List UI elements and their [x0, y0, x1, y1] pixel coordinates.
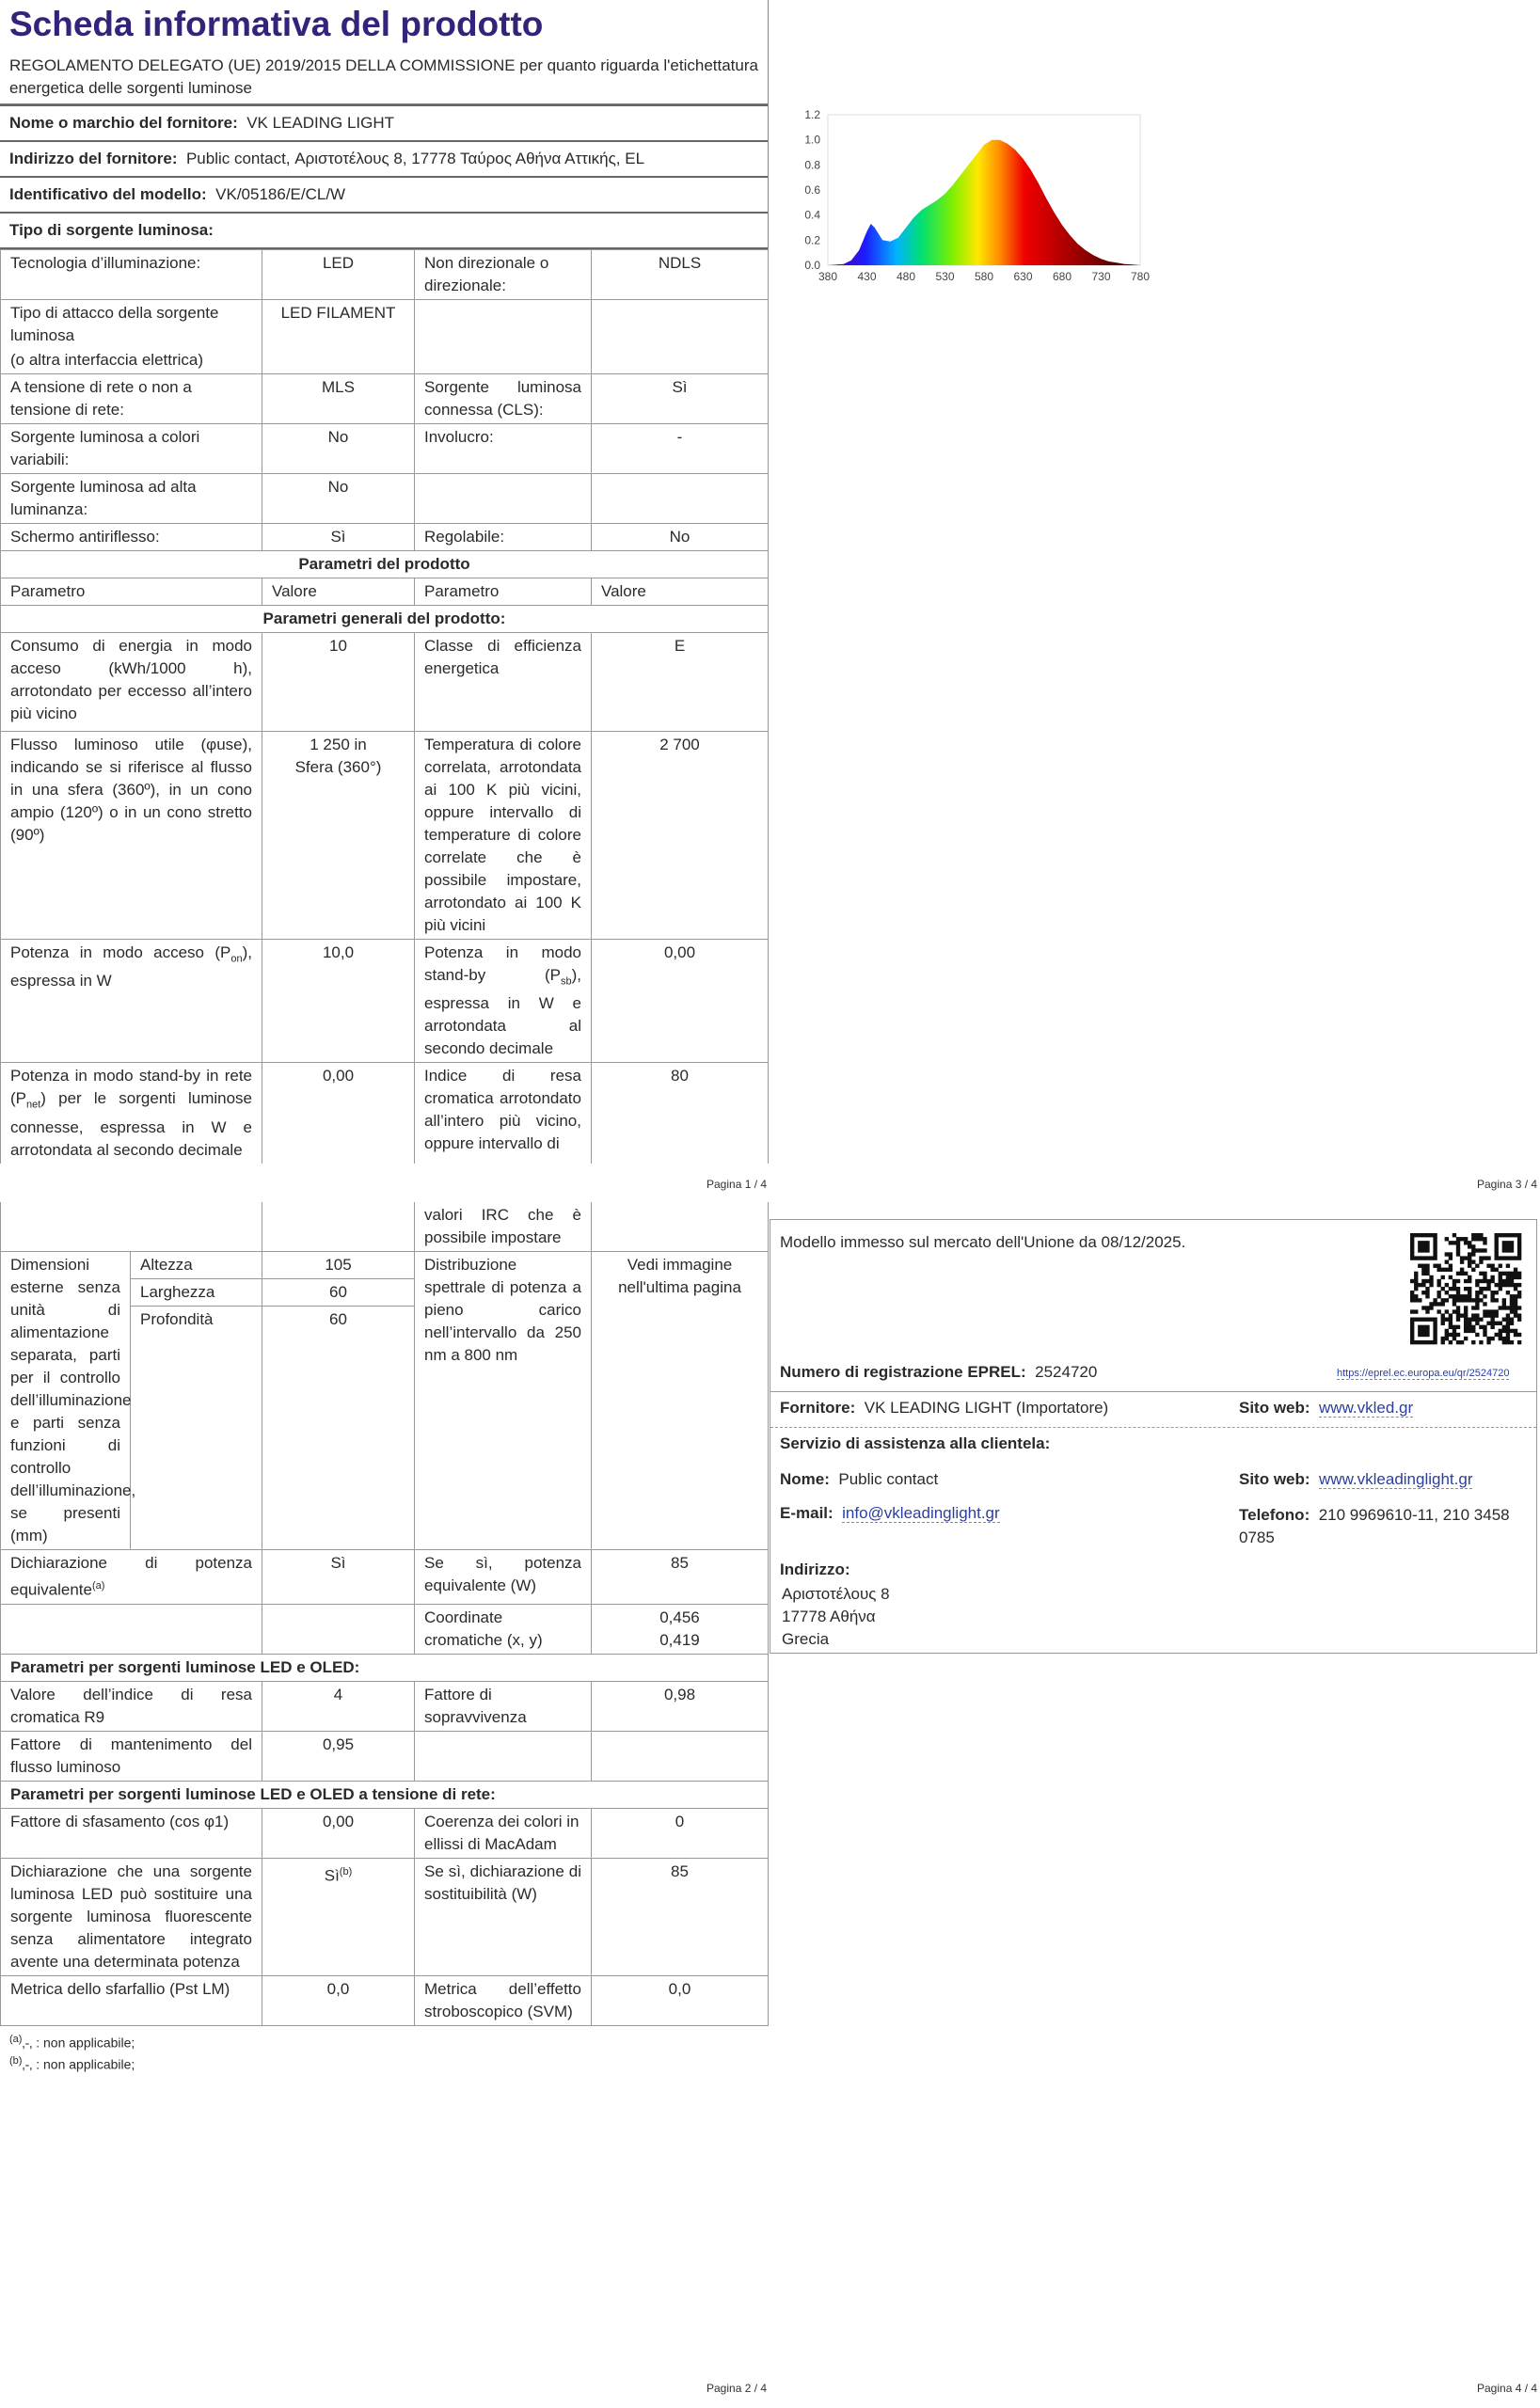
col-param: Parametro — [415, 578, 592, 606]
equiv-value: Sì — [262, 1550, 415, 1605]
y-tick-label: 1.0 — [804, 133, 820, 147]
x-tick-label: 580 — [974, 270, 994, 283]
cap-value: LED FILAMENT — [262, 300, 415, 374]
source-type-table — [0, 249, 769, 1164]
colour-label: Sorgente luminosa a colori variabili: — [1, 424, 262, 474]
empty-cell — [1, 1202, 262, 1252]
glare-value: Sì — [262, 524, 415, 551]
email-label: E-mail: — [780, 1504, 834, 1522]
contact-name-label: Nome: — [780, 1470, 830, 1488]
divider — [770, 1427, 1536, 1428]
col-value: Valore — [262, 578, 415, 606]
table-row — [1, 1808, 769, 1858]
tech-label: Tecnologia d’illuminazione: — [1, 250, 262, 300]
y-tick-label: 0.2 — [804, 233, 820, 247]
phone-label: Telefono: — [1239, 1506, 1310, 1524]
high-luminance-label: Sorgente luminosa ad alta luminanza: — [1, 474, 262, 524]
website-link[interactable]: www.vkled.gr — [1319, 1399, 1414, 1417]
table-row — [1, 374, 769, 424]
flicker-label: Metrica dello sfarfallio (Pst LM) — [1, 1975, 262, 2025]
table-row — [1, 732, 769, 940]
width-value: 60 — [262, 1279, 415, 1307]
page-number-2: Pagina 2 / 4 — [706, 2382, 768, 2395]
eprel-number: 2524720 — [1035, 1363, 1098, 1381]
macadam-value: 0 — [592, 1808, 769, 1858]
supplier-row — [780, 1399, 1108, 1418]
table-row — [1, 1781, 769, 1808]
r9-label: Valore dell’indice di resa cromatica R9 — [1, 1681, 262, 1731]
led-header: Parametri per sorgenti luminose LED e OLED: — [1, 1654, 769, 1681]
class-label: Classe di efficienza energetica — [415, 633, 592, 732]
displacement-label: Fattore di sfasamento (cos φ1) — [1, 1808, 262, 1858]
service-label: Servizio di assistenza alla clientela: — [780, 1434, 1051, 1452]
survival-label: Fattore di sopravvivenza — [415, 1681, 592, 1731]
params-table-continued — [0, 1202, 769, 2026]
contact-name-row — [780, 1470, 938, 1489]
x-tick-label: 680 — [1052, 270, 1072, 283]
psb-label-a: Potenza in modo stand-by (P — [424, 943, 581, 984]
x-tick-label: 380 — [818, 270, 838, 283]
page-number-4: Pagina 4 / 4 — [1477, 2382, 1538, 2395]
replace-w-label: Se sì, dichiarazione di sostituibilità (W) — [415, 1858, 592, 1975]
x-tick-label: 630 — [1013, 270, 1033, 283]
source-type-row — [0, 212, 768, 249]
cap-label-line2: (o altra interfaccia elettrica) — [10, 351, 204, 369]
mains-value: MLS — [262, 374, 415, 424]
maintenance-label: Fattore di mantenimento del flusso luminoso — [1, 1731, 262, 1781]
address-label: Indirizzo: — [780, 1560, 850, 1578]
psb-value: 0,00 — [592, 940, 769, 1063]
envelope-label: Involucro: — [415, 424, 592, 474]
chroma-y: 0,419 — [659, 1630, 700, 1649]
flux-value: 1 250 in Sfera (360°) — [262, 732, 415, 940]
table-row — [1, 424, 769, 474]
flux-label: Flusso luminoso utile (φuse), indicando se si riferisce al flusso in una sfera (360º), in un cono ampio (120º) o in un cono stretto (90º) — [1, 732, 262, 940]
empty-cell — [415, 474, 592, 524]
replace-sup: (b) — [339, 1865, 353, 1877]
pon-label — [1, 940, 262, 1063]
pnet-label-b: ) per le sorgenti luminose connesse, espressa in W e arrotondata al secondo decimale — [10, 1089, 252, 1159]
website-label: Sito web: — [1239, 1399, 1310, 1417]
cct-value: 2 700 — [592, 732, 769, 940]
empty-cell — [592, 300, 769, 374]
x-tick-label: 530 — [935, 270, 955, 283]
psb-label — [415, 940, 592, 1063]
table-row — [1, 300, 769, 374]
table-row — [1, 1975, 769, 2025]
address-line: 17778 Αθήνα — [782, 1608, 876, 1625]
psb-sub: sb — [560, 975, 572, 988]
ndls-value: NDLS — [592, 250, 769, 300]
eprel-link[interactable]: https://eprel.ec.europa.eu/qr/2524720 — [1337, 1368, 1510, 1379]
supplier-name-value: VK LEADING LIGHT — [246, 114, 395, 132]
class-value: E — [592, 633, 769, 732]
website-row — [1239, 1399, 1413, 1418]
dimmable-value: No — [592, 524, 769, 551]
supplier-address-value: Public contact, Αριστοτέλους 8, 17778 Ταύρος Αθήνα Αττικής, EL — [185, 150, 645, 167]
mains-label: A tensione di rete o non a tensione di rete: — [1, 374, 262, 424]
cct-label: Temperatura di colore correlata, arrotondata ai 100 K più vicini, oppure intervallo di temperature di colore correlate che è possibile impostare, arrotondato ai 100 K più vicini — [415, 732, 592, 940]
footnote-a-mark: (a) — [9, 2033, 23, 2045]
equiv-label — [1, 1550, 262, 1605]
col-param: Parametro — [1, 578, 262, 606]
website2-label: Sito web: — [1239, 1470, 1310, 1488]
height-value: 105 — [262, 1252, 415, 1279]
envelope-value: - — [592, 424, 769, 474]
regulation-text: REGOLAMENTO DELEGATO (UE) 2019/2015 DELLA COMMISSIONE per quanto riguarda l'etichettatura energetica delle sorgenti luminose — [0, 47, 768, 104]
page-2 — [0, 1202, 768, 2074]
supplier-address-label: Indirizzo del fornitore: — [9, 150, 178, 167]
table-row — [1, 1858, 769, 1975]
model-label: Identificativo del modello: — [9, 185, 207, 203]
page-number-3: Pagina 3 / 4 — [1477, 1178, 1538, 1191]
table-row — [1, 633, 769, 732]
divider — [770, 1391, 1536, 1392]
table-row — [1, 606, 769, 633]
empty-cell — [415, 300, 592, 374]
table-row — [1, 524, 769, 551]
energy-value: 10 — [262, 633, 415, 732]
footnote-b-mark: (b) — [9, 2055, 23, 2067]
y-tick-label: 0.0 — [804, 259, 820, 272]
glare-label: Schermo antiriflesso: — [1, 524, 262, 551]
source-type-label: Tipo di sorgente luminosa: — [9, 221, 214, 239]
model-row — [0, 176, 768, 212]
table-row — [1, 1063, 769, 1164]
table-row — [1, 1202, 769, 1252]
cap-label — [1, 300, 262, 374]
supplier-value: VK LEADING LIGHT (Importatore) — [864, 1399, 1109, 1417]
phone-value: 210 9969610-11, 210 3458 0785 — [1239, 1506, 1510, 1546]
maintenance-value: 0,95 — [262, 1731, 415, 1781]
macadam-label: Coerenza dei colori in ellissi di MacAdam — [415, 1808, 592, 1858]
address-line: Grecia — [782, 1630, 830, 1648]
y-tick-label: 1.2 — [804, 108, 820, 121]
address-block — [782, 1583, 890, 1651]
chroma-label: Coordinate cromatiche (x, y) — [415, 1604, 592, 1654]
equiv-label-text: Dichiarazione di potenza equivalente — [10, 1554, 252, 1599]
equiv-sup: (a) — [91, 1580, 105, 1592]
params-header: Parametri del prodotto — [1, 551, 769, 578]
empty-cell — [262, 1202, 415, 1252]
contact-name-value: Public contact — [838, 1470, 939, 1488]
cls-value: Sì — [592, 374, 769, 424]
dimmable-label: Regolabile: — [415, 524, 592, 551]
model-value: VK/05186/E/CL/W — [215, 185, 346, 203]
table-row — [1, 1252, 769, 1279]
eprel-label: Numero di registrazione EPREL: — [780, 1363, 1026, 1381]
pon-label-a: Potenza in modo acceso (P — [10, 943, 231, 961]
pnet-label-a: Potenza in modo stand-by in rete (P — [10, 1067, 252, 1108]
pnet-value: 0,00 — [262, 1063, 415, 1164]
footnote-a — [0, 2030, 768, 2052]
general-header: Parametri generali del prodotto: — [1, 606, 769, 633]
empty-cell — [592, 1731, 769, 1781]
pnet-sub: net — [26, 1099, 41, 1111]
table-row — [1, 1604, 769, 1654]
dims-label: Dimensioni esterne senza unità di alimentazione separata, parti per il controllo dell’illuminazione e parti senza funzioni di controllo dell’illuminazione, se presenti (mm) — [1, 1252, 131, 1550]
empty-cell — [592, 1202, 769, 1252]
strobo-value: 0,0 — [592, 1975, 769, 2025]
empty-cell — [1, 1604, 262, 1654]
table-row — [1, 1731, 769, 1781]
cri-label-cont: valori IRC che è possibile impostare — [415, 1202, 592, 1252]
cri-value: 80 — [592, 1063, 769, 1164]
chroma-value — [592, 1604, 769, 1654]
eprel-info-box — [770, 1219, 1537, 1654]
qr-code-icon[interactable] — [1410, 1233, 1521, 1344]
mains-header: Parametri per sorgenti luminose LED e OLED a tensione di rete: — [1, 1781, 769, 1808]
supplier-name-label: Nome o marchio del fornitore: — [9, 114, 238, 132]
spectrum-chart — [771, 103, 1151, 292]
table-row — [1, 940, 769, 1063]
survival-value: 0,98 — [592, 1681, 769, 1731]
high-luminance-value: No — [262, 474, 415, 524]
y-tick-label: 0.4 — [804, 208, 820, 222]
website2-row — [1239, 1470, 1472, 1489]
spectrum-area — [828, 140, 1140, 265]
table-row — [1, 250, 769, 300]
tech-value: LED — [262, 250, 415, 300]
table-row — [1, 1681, 769, 1731]
cri-label: Indice di resa cromatica arrotondato all’intero più vicino, oppure intervallo di — [415, 1063, 592, 1164]
strobo-label: Metrica dell’effetto stroboscopico (SVM) — [415, 1975, 592, 2025]
height-label: Altezza — [131, 1252, 262, 1279]
spd-label: Distribuzione spettrale di potenza a pieno carico nell’intervallo da 250 nm a 800 nm — [415, 1252, 592, 1550]
empty-cell — [592, 474, 769, 524]
table-row — [1, 474, 769, 524]
page-title: Scheda informativa del prodotto — [9, 5, 544, 43]
empty-cell — [415, 1731, 592, 1781]
footnote-b-text: ‚-‚ : non applicabile; — [22, 2056, 135, 2072]
email-link[interactable]: info@vkleadinglight.gr — [842, 1504, 1000, 1522]
table-row — [1, 551, 769, 578]
replace-label: Dichiarazione che una sorgente luminosa LED può sostituire una sorgente luminosa fluorescente senza alimentatore integrato avente una determinata potenza — [1, 1858, 262, 1975]
table-row — [1, 1550, 769, 1605]
supplier-label: Fornitore: — [780, 1399, 856, 1417]
width-label: Larghezza — [131, 1279, 262, 1307]
page-number-1: Pagina 1 / 4 — [706, 1178, 768, 1191]
website2-link[interactable]: www.vkleadinglight.gr — [1319, 1470, 1473, 1488]
pnet-label — [1, 1063, 262, 1164]
email-row — [780, 1504, 1000, 1523]
depth-label: Profondità — [131, 1307, 262, 1550]
cls-label: Sorgente luminosa connessa (CLS): — [415, 374, 592, 424]
phone-row — [1239, 1504, 1531, 1549]
replace-value — [262, 1858, 415, 1975]
replace-w-value: 85 — [592, 1858, 769, 1975]
x-tick-label: 780 — [1130, 270, 1151, 283]
cap-label-line1: Tipo di attacco della sorgente luminosa — [10, 304, 219, 344]
r9-value: 4 — [262, 1681, 415, 1731]
y-tick-label: 0.8 — [804, 158, 820, 172]
x-tick-label: 430 — [857, 270, 877, 283]
market-date: Modello immesso sul mercato dell'Unione da 08/12/2025. — [780, 1233, 1186, 1251]
eprel-row — [780, 1363, 1097, 1382]
pon-label-b: ), espressa in W — [10, 943, 252, 990]
equiv-w-label: Se sì, potenza equivalente (W) — [415, 1550, 592, 1605]
col-value: Valore — [592, 578, 769, 606]
table-row — [1, 578, 769, 606]
table-row — [1, 1654, 769, 1681]
flicker-value: 0,0 — [262, 1975, 415, 2025]
chroma-x: 0,456 — [659, 1608, 700, 1626]
displacement-value: 0,00 — [262, 1808, 415, 1858]
y-tick-label: 0.6 — [804, 183, 820, 197]
x-tick-label: 730 — [1091, 270, 1111, 283]
depth-value: 60 — [262, 1307, 415, 1550]
energy-label: Consumo di energia in modo acceso (kWh/1000 h), arrotondato per eccesso all’intero più vicino — [1, 633, 262, 732]
psb-label-b: ), espressa in W e arrotondata al secondo decimale — [424, 966, 581, 1058]
pon-value: 10,0 — [262, 940, 415, 1063]
colour-value: No — [262, 424, 415, 474]
empty-cell — [262, 1604, 415, 1654]
ndls-label: Non direzionale o direzionale: — [415, 250, 592, 300]
page-1 — [0, 0, 769, 1159]
footnote-b — [0, 2052, 768, 2074]
supplier-name-row — [0, 104, 768, 140]
supplier-address-row — [0, 140, 768, 176]
pon-sub: on — [230, 953, 243, 965]
x-tick-label: 480 — [896, 270, 916, 283]
replace-value-text: Sì — [324, 1866, 340, 1885]
spd-value: Vedi immagine nell'ultima pagina — [592, 1252, 769, 1550]
footnote-a-text: ‚-‚ : non applicabile; — [22, 2035, 135, 2051]
address-line: Αριστοτέλους 8 — [782, 1585, 890, 1603]
equiv-w-value: 85 — [592, 1550, 769, 1605]
